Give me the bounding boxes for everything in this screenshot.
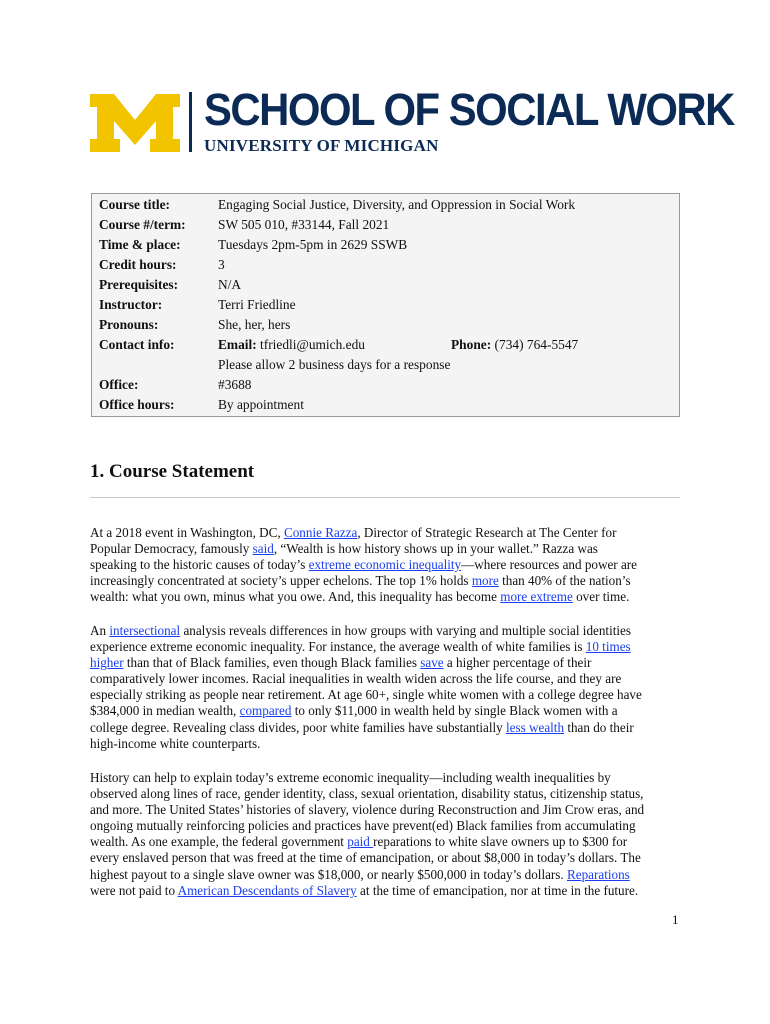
link-higher[interactable]: higher	[90, 655, 124, 671]
paragraph-2	[90, 623, 686, 752]
instructor-value: Terri Friedline	[218, 297, 296, 312]
text: wealth: what you own, minus what you owe. And, this inequality has become	[90, 589, 501, 605]
link-paid[interactable]: paid	[347, 834, 374, 850]
time-place-row	[92, 237, 679, 257]
credit-hours-row	[92, 257, 679, 277]
pronouns-row	[92, 317, 679, 337]
course-term-row	[92, 217, 679, 237]
text: At a 2018 event in Washington, DC,	[90, 525, 284, 540]
text: increasingly concentrated at society’s upper echelons. The top 1% holds	[90, 573, 472, 589]
phone-number: (734) 764-5547	[494, 337, 579, 352]
text: than do their	[564, 719, 634, 735]
link-10-times[interactable]: 10 times	[585, 639, 631, 655]
link-less-wealth[interactable]: less wealth	[506, 719, 565, 735]
phone-value	[451, 337, 578, 353]
section-divider	[90, 497, 680, 498]
text: analysis reveals differences in how groups with varying and multiple social identities	[180, 623, 631, 638]
email-value	[218, 337, 365, 353]
school-name: SCHOOL OF SOCIAL WORK	[204, 84, 734, 135]
time-place-value: Tuesdays 2pm-5pm in 2629 SSWB	[218, 237, 408, 252]
text: speaking to the historic causes of today’s	[90, 557, 309, 573]
email-address[interactable]: tfriedli@umich.edu	[260, 337, 365, 352]
contact-info-label: Contact info:	[99, 337, 175, 352]
link-reparations[interactable]: Reparations	[567, 866, 630, 882]
page-number: 1	[672, 912, 679, 927]
logo-divider	[189, 92, 192, 152]
text: every enslaved person that was freed at the time of emancipation, or about $8,000 in today’s dollars. The	[90, 850, 641, 866]
link-more[interactable]: more	[471, 573, 499, 589]
instructor-label: Instructor:	[99, 297, 163, 312]
text: comparatively lower incomes. Racial inequalities in wealth widen across the life course, and they are	[90, 671, 622, 687]
text: History can help to explain today’s extreme economic inequality—including wealth inequalities by	[90, 770, 611, 785]
text: An	[90, 623, 110, 638]
phone-label: Phone:	[451, 337, 492, 352]
credit-hours-label: Credit hours:	[99, 257, 177, 272]
course-info-table	[91, 193, 680, 417]
text: Popular Democracy, famously	[90, 541, 253, 557]
email-label: Email:	[218, 337, 257, 352]
office-hours-value: By appointment	[218, 397, 304, 412]
link-extreme-economic-inequality[interactable]: extreme economic inequality	[308, 557, 462, 573]
pronouns-label: Pronouns:	[99, 317, 159, 332]
text: ongoing mutually reinforcing policies and practices have prevent(ed) Black families from accumulating	[90, 818, 636, 834]
course-title-label: Course title:	[99, 197, 171, 212]
time-place-label: Time & place:	[99, 237, 181, 252]
credit-hours-value: 3	[218, 257, 225, 272]
office-row	[92, 377, 679, 397]
text: especially striking as people near retirement. At age 60+, single white women with a college degree have	[90, 687, 642, 703]
contact-info-row	[92, 337, 679, 357]
text: than that of Black families, even though Black families	[123, 655, 421, 671]
text: experience extreme economic inequality. For instance, the average wealth of white families is	[90, 639, 586, 655]
text: than 40% of the nation’s	[498, 573, 631, 589]
text: high-income white counterparts.	[90, 735, 261, 751]
course-title-value: Engaging Social Justice, Diversity, and Oppression in Social Work	[218, 197, 576, 212]
text: a higher percentage of their	[443, 655, 592, 671]
link-intersectional[interactable]: intersectional	[109, 623, 181, 638]
text: and more. The United States’ histories of slavery, violence during Reconstruction and Jim Crow eras, and	[90, 802, 645, 818]
link-compared[interactable]: compared	[239, 703, 292, 719]
text: —where resources and power are	[461, 557, 637, 573]
text: reparations to white slave owners up to $300 for	[373, 834, 628, 850]
text: highest payout to a single slave owner was $18,000, or nearly $500,000 in today’s dollars.	[90, 866, 567, 882]
link-connie-razza[interactable]: Connie Razza	[283, 525, 358, 540]
office-hours-label: Office hours:	[99, 397, 175, 412]
link-said[interactable]: said	[252, 541, 274, 557]
response-note: Please allow 2 business days for a response	[218, 357, 451, 372]
text: at the time of emancipation, nor at time in the future.	[356, 882, 639, 898]
prerequisites-label: Prerequisites:	[99, 277, 179, 292]
office-value: #3688	[218, 377, 252, 392]
text: , “Wealth is how history shows up in your wallet.” Razza was	[273, 541, 598, 557]
prerequisites-row	[92, 277, 679, 297]
text: over time.	[572, 589, 630, 605]
response-note-row	[92, 357, 679, 377]
section-heading: 1. Course Statement	[90, 461, 255, 482]
text: , Director of Strategic Research at The Center for	[357, 525, 617, 540]
office-hours-row	[92, 397, 679, 417]
course-title-row	[92, 197, 679, 217]
link-american-descendants-of-slavery[interactable]: American Descendants of Slavery	[177, 882, 357, 898]
text: observed along lines of race, gender identity, class, sexual orientation, disability status, citizenship status,	[90, 786, 644, 802]
university-name: UNIVERSITY OF MICHIGAN	[204, 136, 439, 155]
text: college degree. Revealing class divides, poor white families have substantially	[90, 719, 506, 735]
course-term-value: SW 505 010, #33144, Fall 2021	[218, 217, 390, 232]
link-more-extreme[interactable]: more extreme	[500, 589, 573, 605]
link-save[interactable]: save	[420, 655, 444, 671]
course-term-label: Course #/term:	[99, 217, 186, 232]
text: were not paid to	[90, 882, 178, 898]
text: wealth. As one example, the federal government	[90, 834, 348, 850]
pronouns-value: She, her, hers	[218, 317, 291, 332]
text: to only $11,000 in wealth held by single Black women with a	[291, 703, 618, 719]
instructor-row	[92, 297, 679, 317]
paragraph-1	[90, 525, 686, 605]
text: $384,000 in median wealth,	[90, 703, 240, 719]
block-m-logo-icon	[90, 94, 180, 152]
prerequisites-value: N/A	[218, 277, 242, 292]
office-label: Office:	[99, 377, 139, 392]
paragraph-3	[90, 770, 686, 899]
